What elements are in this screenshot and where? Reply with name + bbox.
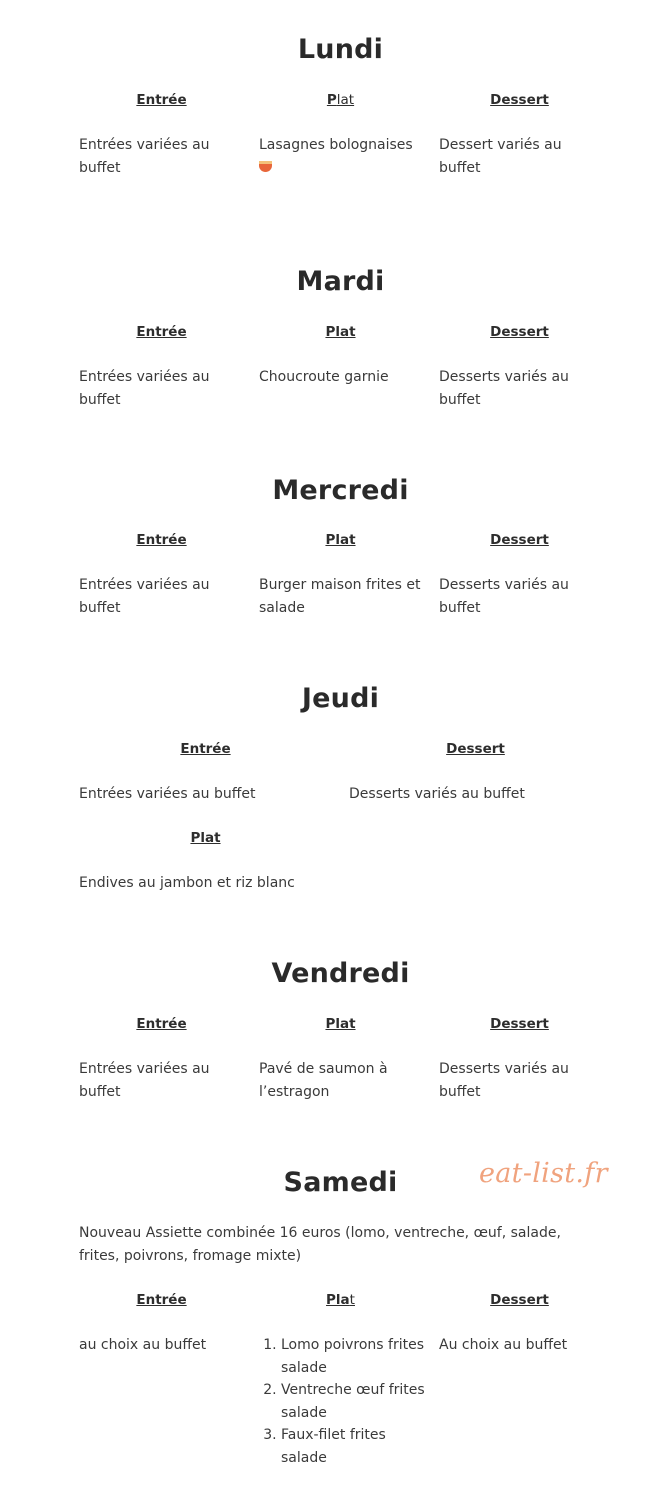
col-head-entree: Entrée [136,532,187,548]
plat-list [259,1334,429,1469]
plat-text: Choucroute garnie [259,369,389,385]
dessert-text: Desserts variés au buffet [439,577,569,616]
entree-text: Entrées variées au buffet [79,369,210,408]
col-head-plat-light: t [349,1292,355,1308]
day-title-vendredi: Vendredi [271,958,410,989]
col-head-entree: Entrée [136,324,187,340]
entree-text: Entrées variées au buffet [79,577,210,616]
day-title-mardi: Mardi [296,266,385,297]
col-head-entree: Entrée [180,741,231,757]
dessert-text: Dessert variés au buffet [439,137,562,176]
col-head-entree: Entrée [136,1292,187,1308]
dessert-text: Au choix au buffet [439,1337,568,1353]
day-title-mercredi: Mercredi [272,475,409,506]
col-head-plat [258,1292,423,1308]
plat-text: Lasagnes bolognaises [259,137,413,153]
col-head-plat-bold: Pla [326,1292,350,1308]
dessert-text: Desserts variés au buffet [439,1061,569,1100]
col-head-plat: Plat [190,830,221,846]
col-head-entree: Entrée [136,92,187,108]
col-head-plat-bold: P [326,92,337,108]
col-head-plat-light: lat [336,92,355,108]
col-head-plat: Plat [325,1016,356,1032]
samedi-note: Nouveau Assiette combinée 16 euros (lomo, ventreche, œuf, salade, frites, poivrons, fromage mixte) [79,1225,561,1264]
plat-text: Endives au jambon et riz blanc [79,875,295,891]
list-item: 2. Ventreche œuf frites salade [281,1379,429,1424]
col-head-entree: Entrée [136,1016,187,1032]
pasta-emoji-icon [259,161,272,172]
col-head-dessert: Dessert [490,92,549,108]
entree-text: Entrées variées au buffet [79,1061,210,1100]
col-head-dessert: Dessert [490,1292,549,1308]
day-title-samedi: Samedi [283,1167,398,1198]
list-item: 3. Faux-filet frites salade [281,1424,429,1469]
plat-cell [259,134,424,179]
col-head-dessert: Dessert [490,1016,549,1032]
col-head-dessert: Dessert [490,324,549,340]
watermark: eat-list.fr [479,1158,608,1189]
day-title-lundi: Lundi [297,34,384,65]
dessert-text: Desserts variés au buffet [439,369,569,408]
entree-text: au choix au buffet [79,1337,207,1353]
dessert-text: Desserts variés au buffet [349,786,525,802]
entree-text: Entrées variées au buffet [79,786,256,802]
col-head-plat: Plat [325,532,356,548]
col-head-dessert: Dessert [446,741,505,757]
entree-text: Entrées variées au buffet [79,137,210,176]
day-title-jeudi: Jeudi [301,683,380,714]
plat-text: Burger maison frites et salade [259,577,421,616]
plat-text: Pavé de saumon à l’estragon [259,1061,388,1100]
list-item: 1. Lomo poivrons frites salade [281,1334,429,1379]
col-head-dessert: Dessert [490,532,549,548]
col-head-plat [258,92,423,108]
col-head-plat: Plat [325,324,356,340]
